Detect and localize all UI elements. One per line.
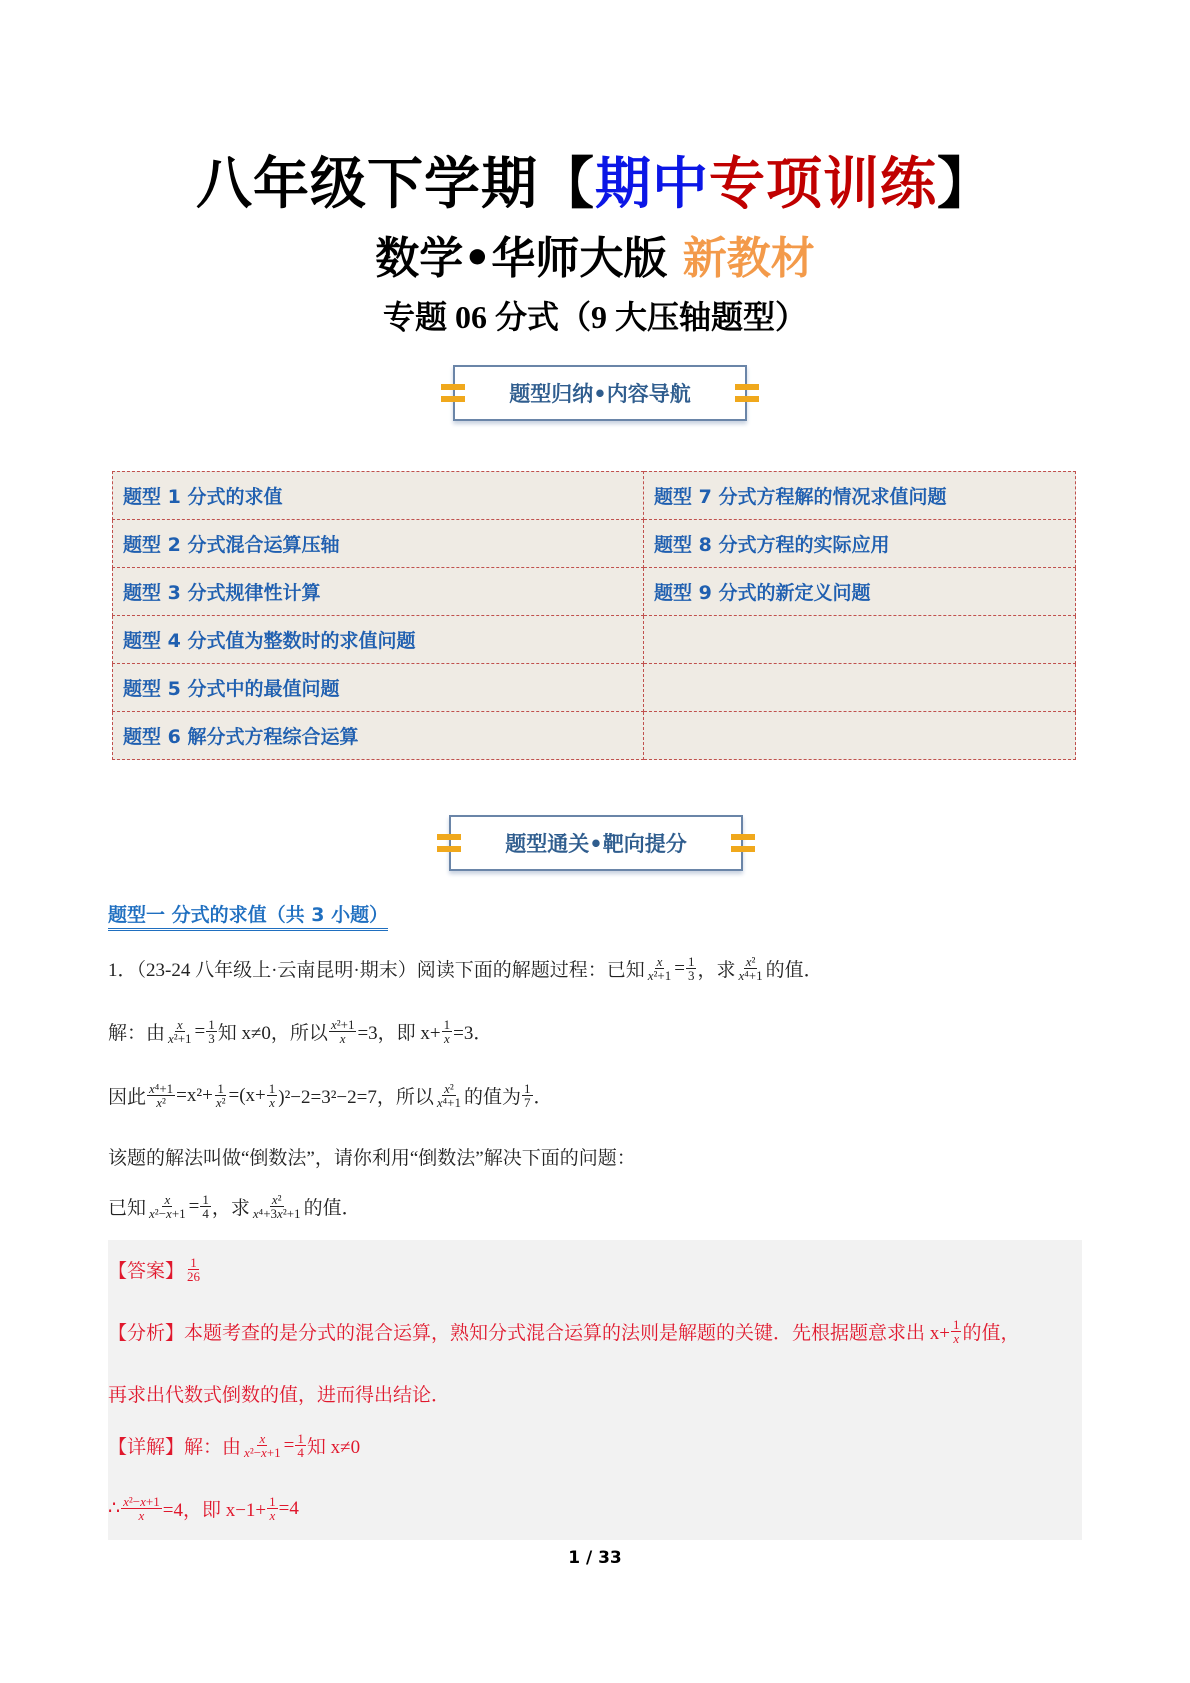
toc-item[interactable]: 题型 1 分式的求值 (113, 472, 644, 520)
toc-table (112, 471, 1076, 760)
toc-item[interactable]: 题型 9 分式的新定义问题 (644, 568, 1076, 616)
banner-practice (449, 815, 743, 871)
subtitle: 数学•华师大版 新教材 (375, 233, 815, 284)
answer-line: 【答案】 1 26 (108, 1255, 201, 1284)
topic-title: 专题 06 分式（9 大压轴题型） (382, 299, 807, 335)
decor-bars-icon (437, 834, 461, 852)
toc-item[interactable]: 题型 7 分式方程解的情况求值问题 (644, 472, 1076, 520)
analysis-line-2: 再求出代数式倒数的值，进而得出结论． (108, 1385, 451, 1406)
banner-navigation (453, 365, 747, 421)
page-number: 1 / 33 (568, 1548, 622, 1568)
banner-label: 题型归纳•内容导航 (509, 382, 691, 406)
toc-item[interactable]: 题型 4 分式值为整数时的求值问题 (113, 616, 644, 664)
toc-row (113, 520, 1076, 568)
toc-row (113, 472, 1076, 520)
toc-item (644, 664, 1076, 712)
toc-row (113, 664, 1076, 712)
toc-row (113, 568, 1076, 616)
toc-item[interactable]: 题型 2 分式混合运算压轴 (113, 520, 644, 568)
toc-item (644, 616, 1076, 664)
toc-item[interactable]: 题型 5 分式中的最值问题 (113, 664, 644, 712)
decor-bars-icon (441, 384, 465, 402)
toc-row (113, 712, 1076, 760)
toc-item (644, 712, 1076, 760)
section-heading[interactable]: 题型一 分式的求值（共 3 小题） (108, 900, 388, 931)
analysis-line: 【分析】 本题考查的是分式的混合运算，熟知分式混合运算的法则是解题的关键．先根据题意求出 x+ $\frac{1}{x}$ 的值， (108, 1317, 1020, 1346)
task-statement: 已知 $\frac{x}{\text{x²−x+1}}$ = $\frac{1}{4}$ ，求 x² x⁴+3x²+1 的值． (108, 1192, 361, 1221)
solution-line-2: 因此 $\frac{\text{x⁴+1}}{\text{x²}}$ =x²+ $\frac{1}{\text{x²}}$ =(x+ $\frac{1}{x}$ )²−2=3²−2=7，所以 x² x⁴+1 的值为 1 7 ． (108, 1081, 553, 1110)
solution-line-3: 该题的解法叫做“倒数法”，请你利用“倒数法”解决下面的问题： (108, 1148, 636, 1169)
banner-label: 题型通关•靶向提分 (505, 832, 687, 856)
decor-bars-icon (735, 384, 759, 402)
main-title: 八年级下学期【期中专项训练】 (196, 152, 994, 217)
detail-line-2: ∴ $\frac{\text{x²−x+1}}{x}$ =4，即 x−1+ $\frac{1}{x}$ =4 (108, 1494, 299, 1523)
question-1: 1．（23-24 八年级上·云南昆明·期末）阅读下面的解题过程：已知 x x²+1 = 1 3 ，求 x² x⁴+1 的值． (108, 954, 823, 983)
solution-line-1: 解：由 x x²+1 = 1 3 知 x≠0，所以 $\frac{\text{x²+1}}{x}$ =3，即 x+ $\frac{1}{x}$ =3． (108, 1017, 493, 1046)
decor-bars-icon (731, 834, 755, 852)
toc-item[interactable]: 题型 6 解分式方程综合运算 (113, 712, 644, 760)
detail-line: 【详解】 解：由 x x²−x+1 = 1 4 知 x≠0 (108, 1431, 361, 1460)
toc-row (113, 616, 1076, 664)
toc-item[interactable]: 题型 8 分式方程的实际应用 (644, 520, 1076, 568)
toc-item[interactable]: 题型 3 分式规律性计算 (113, 568, 644, 616)
